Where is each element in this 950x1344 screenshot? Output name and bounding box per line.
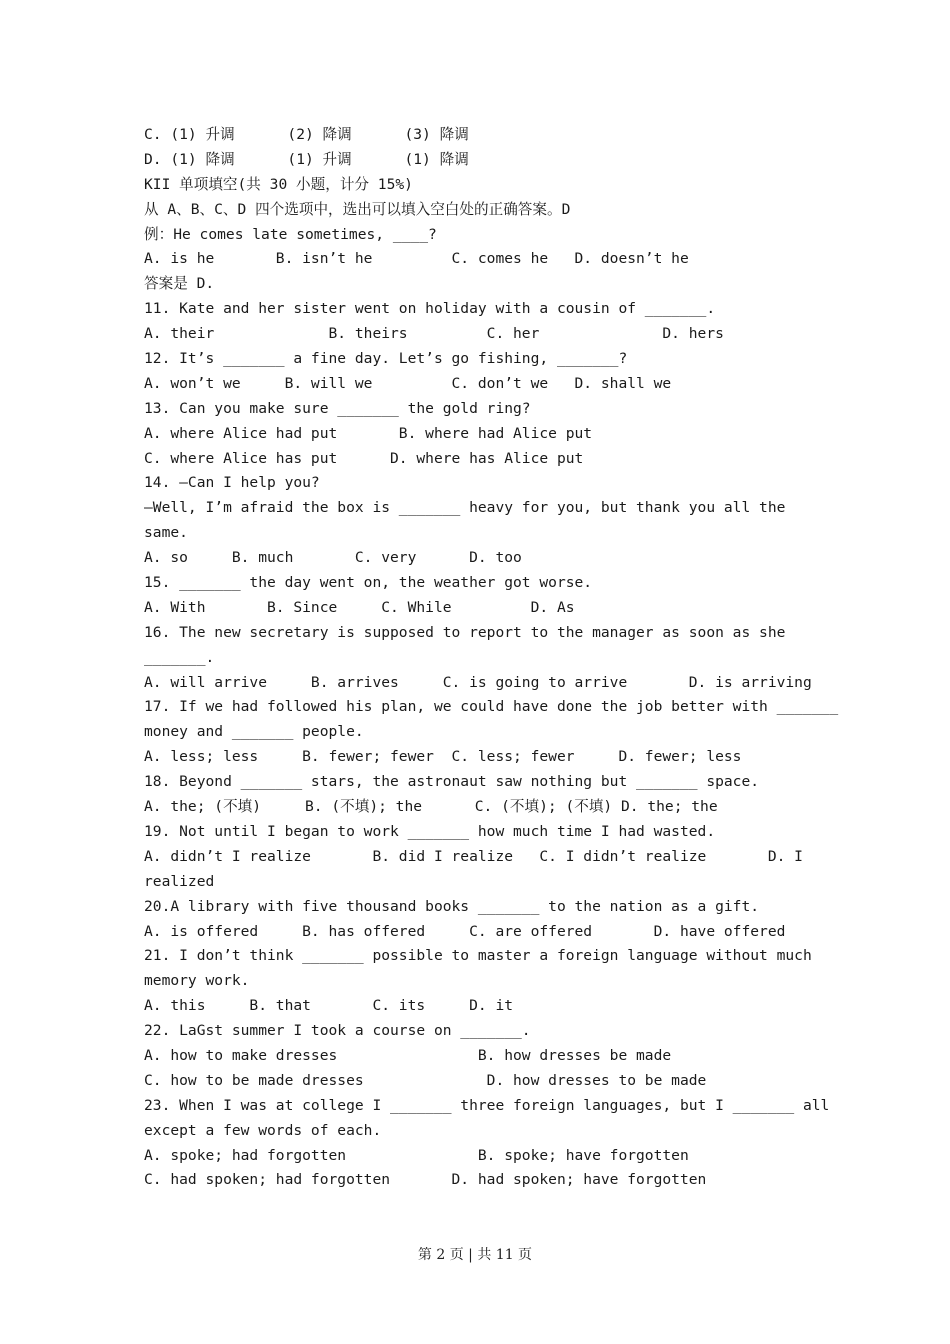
options-18: A. the; (不填) B. (不填); the C. (不填); (不填) D. the; the: [144, 798, 718, 816]
question-15: 15. _______ the day went on, the weather got worse.: [144, 574, 593, 592]
instructions: 从 A、B、C、D 四个选项中，选出可以填入空白处的正确答案。D: [144, 200, 571, 218]
question-21: memory work.: [144, 972, 250, 990]
options-22: C. how to be made dresses D. how dresses to be made: [144, 1071, 707, 1089]
example-options: A. is he B. isn’t he C. comes he D. doesn’t he: [144, 250, 689, 268]
options-22: A. how to make dresses B. how dresses be made: [144, 1046, 672, 1064]
question-16: _______.: [144, 648, 215, 666]
question-19: 19. Not until I began to work _______ how much time I had wasted.: [144, 822, 716, 840]
options-23: C. had spoken; had forgotten D. had spoken; have forgotten: [144, 1171, 707, 1189]
text-line: C. (1) 升调 (2) 降调 (3) 降调: [144, 126, 469, 143]
page-body: [144, 123, 839, 1193]
options-16: A. will arrive B. arrives C. is going to arrive D. is arriving: [144, 673, 812, 691]
question-14: 14. —Can I help you?: [144, 474, 320, 492]
question-11: 11. Kate and her sister went on holiday with a cousin of _______.: [144, 300, 716, 318]
options-15: A. With B. Since C. While D. As: [144, 598, 575, 616]
question-20: 20.A library with five thousand books _______ to the nation as a gift.: [144, 897, 760, 915]
question-18: 18. Beyond _______ stars, the astronaut saw nothing but _______ space.: [144, 773, 760, 791]
options-14: A. so B. much C. very D. too: [144, 549, 522, 567]
options-20: A. is offered B. has offered C. are offered D. have offered: [144, 922, 786, 940]
example-question: 例：He comes late sometimes, ____?: [144, 225, 437, 243]
question-17: 17. If we had followed his plan, we could have done the job better with _______: [144, 698, 839, 716]
options-19: realized: [144, 872, 215, 890]
question-14: —Well, I’m afraid the box is _______ heavy for you, but thank you all the: [144, 499, 786, 517]
question-23: 23. When I was at college I _______ three foreign languages, but I _______ all: [144, 1096, 830, 1114]
section-heading: KII 单项填空(共 30 小题，计分 15%): [144, 175, 413, 193]
text-line: D. (1) 降调 (1) 升调 (1) 降调: [144, 150, 469, 168]
options-12: A. won’t we B. will we C. don’t we D. shall we: [144, 374, 672, 392]
question-12: 12. It’s _______ a fine day. Let’s go fishing, _______?: [144, 350, 628, 368]
question-14: same.: [144, 524, 188, 542]
options-21: A. this B. that C. its D. it: [144, 997, 514, 1015]
question-13: 13. Can you make sure _______ the gold ring?: [144, 399, 531, 417]
question-23: except a few words of each.: [144, 1121, 382, 1139]
question-22: 22. LaGst summer I took a course on _______.: [144, 1022, 531, 1040]
options-23: A. spoke; had forgotten B. spoke; have forgotten: [144, 1146, 689, 1164]
question-17: money and _______ people.: [144, 723, 364, 741]
example-answer: 答案是 D.: [144, 275, 215, 293]
options-19: A. didn’t I realize B. did I realize C. I didn’t realize D. I: [144, 847, 803, 865]
question-21: 21. I don’t think _______ possible to master a foreign language without much: [144, 947, 812, 965]
options-13: C. where Alice has put D. where has Alice put: [144, 449, 584, 467]
page-footer: 第 2 页 | 共 11 页: [417, 1247, 533, 1263]
options-11: A. their B. theirs C. her D. hers: [144, 325, 724, 343]
options-17: A. less; less B. fewer; fewer C. less; fewer D. fewer; less: [144, 748, 742, 766]
options-13: A. where Alice had put B. where had Alice put: [144, 424, 593, 442]
question-16: 16. The new secretary is supposed to report to the manager as soon as she: [144, 623, 786, 641]
